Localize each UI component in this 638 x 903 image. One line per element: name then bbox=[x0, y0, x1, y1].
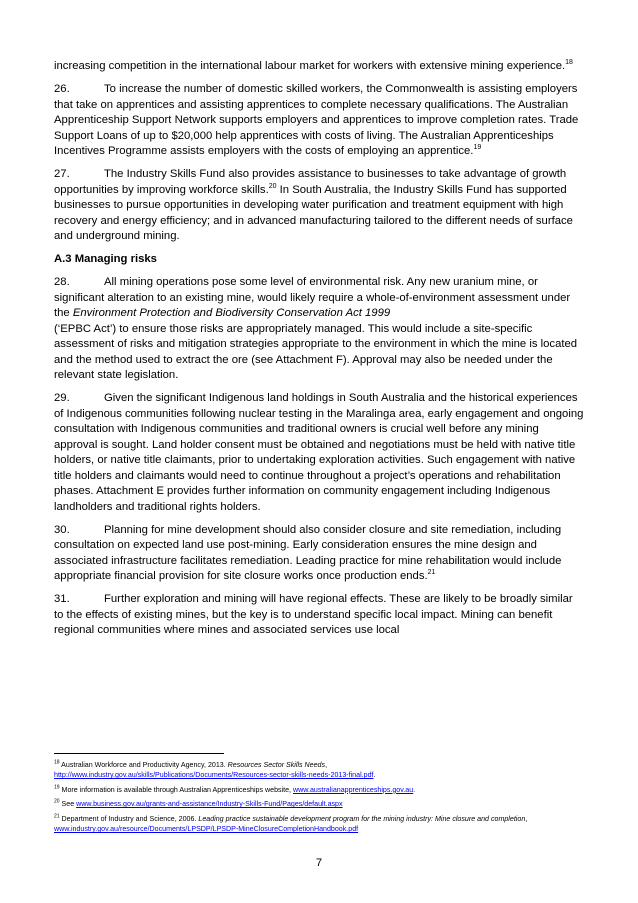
footnote-21 bbox=[54, 814, 586, 835]
main-text bbox=[54, 59, 584, 646]
paragraph-number: 27. bbox=[54, 168, 70, 180]
footnote-ref-19[interactable]: 19 bbox=[473, 144, 482, 152]
paragraph-31 bbox=[54, 592, 584, 639]
footnote-link[interactable]: www.industry.gov.au/resource/Documents/LPSDP/LPSDP-MineClosureCompletionHandbook.pdf bbox=[54, 825, 359, 834]
paragraph-30 bbox=[54, 523, 584, 585]
paragraph-text: Given the significant Indigenous land holdings in South Australia and the historical experiences of Indigenous communities following nuclear testing in the Maralinga area, early engagement and ongoing consultation with Indigenous communities and traditional owners is crucial well before any mining approval is sought. Land holder consent must be obtained and negotiations must be held with native title holders, or native title claimants, prior to undertaking exploration activities. Such engagement with native title holders and claimants would need to continue throughout a project’s operations and rehabilitation phases. Attachment E provides further information on community engagement including Indigenous landholders and traditional rights holders. bbox=[54, 392, 584, 513]
paragraph-text: increasing competition in the international labour market for workers with extensive mining experience. bbox=[54, 60, 566, 72]
footnote-text: Australian Workforce and Productivity Agency, 2013. bbox=[59, 761, 228, 769]
footnote-divider bbox=[54, 753, 224, 754]
footnote-link[interactable]: www.australianapprenticeships.gov.au bbox=[293, 785, 414, 794]
section-heading: A.3 Managing risks bbox=[54, 253, 157, 265]
paragraph-28 bbox=[54, 275, 584, 384]
paragraph-text: Planning for mine development should also consider closure and site remediation, including consultation on expected land use post-mining. Early consideration ensures the mine design and associated infrastructure facilitates remediation. Leading practice for mine rehabilitation would include appropriate financial provision for site closure works once production ends. bbox=[54, 523, 562, 582]
paragraph-number: 26. bbox=[54, 83, 70, 95]
paragraph-text: To increase the number of domestic skilled workers, the Commonwealth is assisting employers that take on apprentices and assisting apprentices to complete necessary qualifications. The Australian Apprenticeship Support Network supports employers and apprentices to improve completion rates. Trade Support Loans of up to $20,000 help apprentices with costs of living. The Australian Apprenticeships Incentives Programme assists employers with the costs of employing an apprentice. bbox=[54, 83, 579, 157]
footnote-20 bbox=[54, 799, 586, 809]
paragraph-number: 29. bbox=[54, 392, 70, 404]
footnote-number: 19 bbox=[54, 784, 60, 791]
footnote-number: 21 bbox=[54, 813, 60, 820]
paragraph-29 bbox=[54, 391, 584, 515]
footnote-ref-20[interactable]: 20 bbox=[268, 182, 277, 190]
footnotes bbox=[54, 760, 586, 838]
footnote-title: Resources Sector Skills Needs bbox=[227, 761, 326, 769]
footnote-link[interactable]: www.business.gov.au/grants-and-assistance/Industry-Skills-Fund/Pages/default.aspx bbox=[76, 800, 343, 809]
footnote-19 bbox=[54, 785, 586, 795]
paragraph-text: Further exploration and mining will have regional effects. These are likely to be broadly similar to the effects of existing mines, but the key is to understand specific local impact. Mining can benefit regional communities where mines and associated services use local bbox=[54, 593, 573, 636]
act-title: Environment Protection and Biodiversity Conservation Act 1999 bbox=[72, 307, 391, 319]
paragraph-number: 31. bbox=[54, 593, 70, 605]
paragraph-text-continued: In South Australia, the Industry Skills Fund has supported businesses to pursue opportunities in developing water purification and treatment equipment with high recovery and energy efficiency; and in advanced manufacturing tailored to the different needs of surface and underground mining. bbox=[54, 183, 573, 242]
footnote-text: , bbox=[525, 814, 528, 823]
paragraph-text: The Industry Skills Fund also provides assistance to businesses to take advantage of growth opportunities by improving workforce skills. bbox=[54, 168, 567, 196]
paragraph-number: 28. bbox=[54, 276, 70, 288]
footnote-number: 20 bbox=[54, 798, 60, 805]
footnote-ref-18[interactable]: 18 bbox=[565, 59, 573, 67]
paragraph-continued bbox=[54, 59, 584, 75]
footnote-text: More information is available through Australian Apprenticeships website, bbox=[59, 785, 293, 794]
footnote-text: . bbox=[373, 771, 376, 780]
footnote-text: See bbox=[59, 800, 77, 809]
paragraph-26 bbox=[54, 82, 584, 160]
footnote-text: . bbox=[413, 785, 416, 794]
footnote-title: Leading practice sustainable development program for the mining industry: Mine closure and completion bbox=[198, 814, 526, 823]
footnote-ref-21[interactable]: 21 bbox=[427, 569, 436, 577]
footnote-number: 18 bbox=[54, 759, 60, 766]
page-number: 7 bbox=[315, 857, 323, 869]
footnote-link[interactable]: http://www.industry.gov.au/skills/Publications/Documents/Resources-sector-skills-needs-2013-final.pdf bbox=[54, 771, 374, 780]
footnote-text: , bbox=[325, 761, 328, 769]
footnote-text: Department of Industry and Science, 2006. bbox=[59, 814, 199, 823]
paragraph-text: All mining operations pose some level of environmental risk. Any new uranium mine, or significant alteration to an existing mine, would likely require a whole-of-environment assessment under the bbox=[54, 276, 571, 319]
paragraph-text-continued: (‘EPBC Act’) to ensure those risks are appropriately managed. This would include a site-specific assessment of risks and mitigation strategies appropriate to the environment in which the mine is located and the method used to extract the ore (see Attachment F). Approval may also be needed under the relevant state legislation. bbox=[54, 322, 578, 381]
paragraph-number: 30. bbox=[54, 523, 70, 536]
footnote-18 bbox=[54, 760, 586, 781]
paragraph-27 bbox=[54, 167, 584, 245]
